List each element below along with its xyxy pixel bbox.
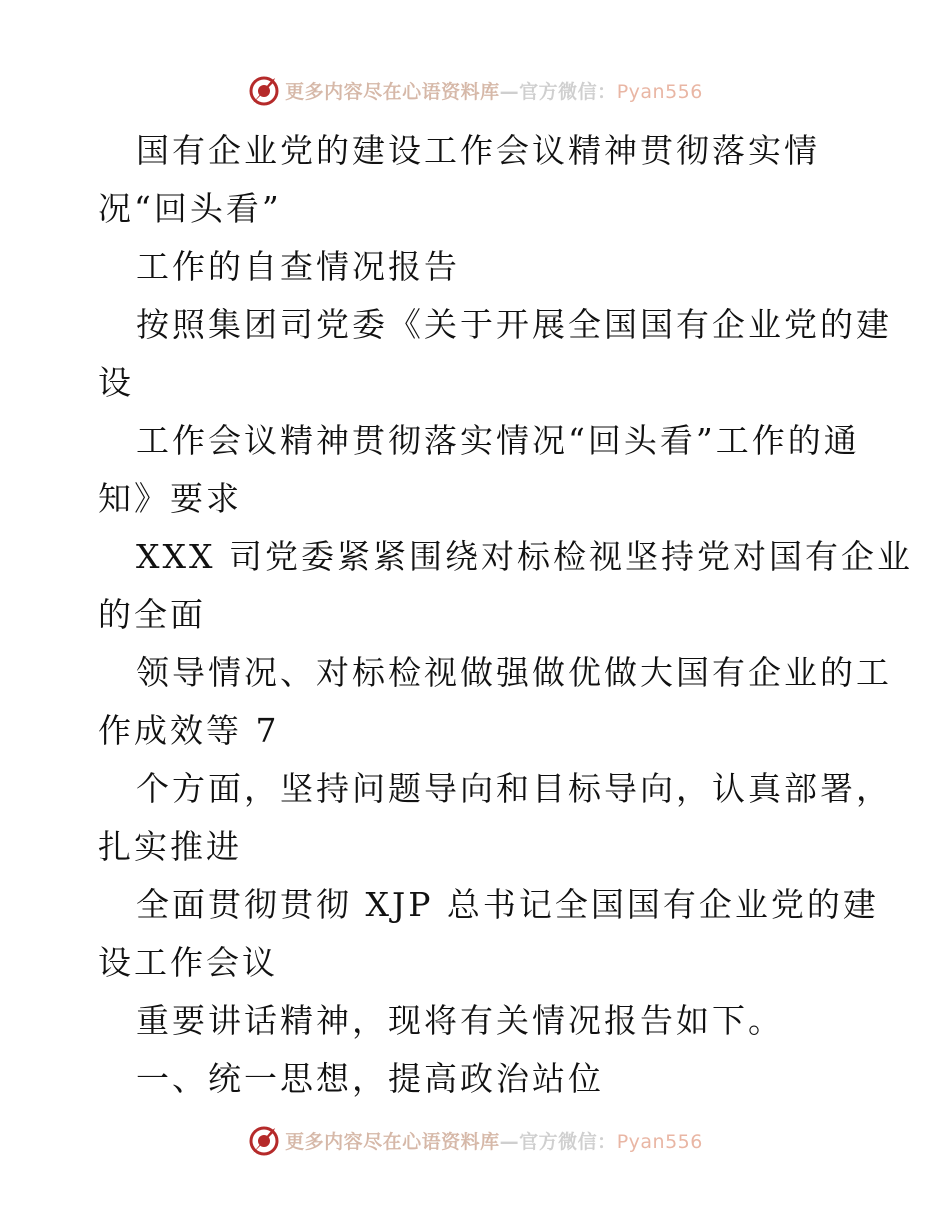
text-line: 设工作会议 [98, 943, 278, 982]
banner-text [285, 77, 703, 104]
banner-separator: — [499, 1130, 520, 1153]
text-line: 全面贯彻贯彻 XJP 总书记全国国有企业党的建 [136, 885, 879, 924]
text-line: XXX 司党委紧紧围绕对标检视坚持党对国有企业 [136, 537, 913, 576]
text-line: 况“回头看” [98, 189, 282, 228]
text-line: 知》要求 [98, 479, 242, 518]
text-line: 的全面 [98, 595, 206, 634]
banner-main-text: 更多内容尽在心语资料库 [285, 1130, 500, 1153]
banner-wechat-id: Pyan556 [616, 1130, 703, 1153]
banner-separator: — [499, 80, 520, 103]
footer-watermark-banner [0, 1120, 950, 1160]
banner-main-text: 更多内容尽在心语资料库 [285, 80, 500, 103]
document-body [98, 122, 913, 1108]
text-line: 领导情况、对标检视做强做优做大国有企业的工 [136, 653, 892, 692]
banner-text [285, 1127, 703, 1154]
text-line: 扎实推进 [98, 827, 242, 866]
text-line: 重要讲话精神，现将有关情况报告如下。 [136, 1001, 784, 1040]
banner-wechat-label: 官方微信： [519, 1130, 617, 1153]
text-line: 一、统一思想，提高政治站位 [136, 1059, 604, 1098]
banner-wechat-id: Pyan556 [616, 80, 703, 103]
text-line: 国有企业党的建设工作会议精神贯彻落实情 [136, 131, 820, 170]
text-line: 工作的自查情况报告 [136, 247, 460, 286]
pen-logo-icon [247, 1123, 281, 1157]
text-line: 设 [98, 363, 134, 402]
text-line: 工作会议精神贯彻落实情况“回头看”工作的通 [136, 421, 860, 460]
text-line: 个方面，坚持问题导向和目标导向，认真部署， [136, 769, 892, 808]
text-line: 按照集团司党委《关于开展全国国有企业党的建 [136, 305, 892, 344]
header-watermark-banner [0, 70, 950, 110]
banner-wechat-label: 官方微信： [519, 80, 617, 103]
pen-logo-icon [247, 73, 281, 107]
text-line: 作成效等 7 [98, 711, 280, 750]
